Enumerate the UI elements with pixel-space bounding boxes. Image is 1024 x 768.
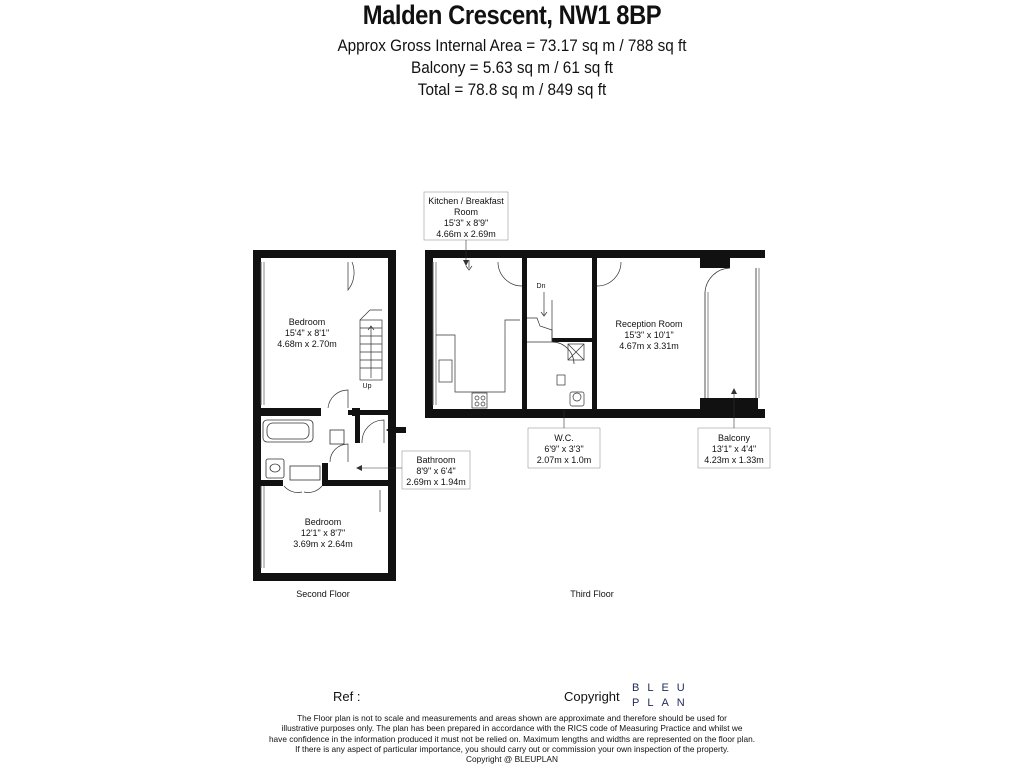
wall: [348, 410, 392, 415]
kitchen-metric: 4.66m x 2.69m: [436, 229, 496, 239]
bedroom-2-name: Bedroom: [304, 517, 342, 527]
callout-arrow-icon: [731, 388, 737, 394]
wall: [253, 250, 396, 258]
wall: [592, 258, 597, 410]
staircase-down: [527, 292, 552, 342]
wall: [700, 398, 758, 409]
kitchen-imperial: 15'3" x 8'9": [443, 218, 489, 228]
third-floor-label: Third Floor: [570, 589, 614, 599]
reception-imperial: 15'3" x 10'1": [624, 330, 674, 340]
wall: [552, 338, 592, 342]
kitchen-name-2: Room: [453, 207, 479, 217]
wall: [253, 408, 321, 416]
disclaimer-copyright: Copyright @ BLEUPLAN: [466, 754, 558, 765]
page-title: Malden Crescent, NW1 8BP: [362, 0, 662, 30]
wc-name: W.C.: [554, 433, 574, 443]
door-swing: [498, 262, 730, 364]
bathroom-name: Bathroom: [416, 455, 456, 465]
wc-fixtures: [557, 344, 584, 406]
staircase-up: [360, 310, 382, 380]
second-floor-label: Second Floor: [296, 589, 350, 599]
balcony-area-text: Balcony = 5.63 sq m / 61 sq ft: [411, 58, 613, 77]
disclaimer-line: If there is any aspect of particular importance, you should carry out or commission your own inspection of the property.: [295, 743, 729, 754]
wall: [253, 573, 396, 581]
stairs-up-label: Up: [362, 383, 372, 390]
bedroom-1-metric: 4.68m x 2.70m: [277, 339, 337, 349]
balcony-imperial: 13'1" x 4'4": [711, 444, 757, 454]
reception-name: Reception Room: [615, 319, 683, 329]
wall: [388, 250, 396, 581]
wall: [328, 480, 388, 486]
balcony-name: Balcony: [717, 433, 751, 443]
wall: [355, 415, 360, 443]
second-floor-plan: [253, 250, 470, 599]
wc-metric: 2.07m x 1.0m: [536, 455, 592, 465]
disclaimer: [262, 713, 762, 764]
kitchen-units: [436, 260, 520, 408]
bathroom-imperial: 8'9" x 6'4": [416, 466, 456, 476]
bath-fixtures: [263, 420, 344, 480]
callout-arrow-icon: [463, 260, 469, 266]
logo-line-1: BLEU: [632, 682, 693, 694]
bathroom-metric: 2.69m x 1.94m: [406, 477, 466, 487]
wall: [522, 258, 527, 410]
reference-label: Ref :: [333, 689, 361, 704]
bedroom-2-metric: 3.69m x 2.64m: [293, 539, 353, 549]
bleuplan-logo: [632, 681, 692, 711]
wall: [425, 250, 433, 418]
stairs-down-label: Dn: [536, 283, 546, 290]
gross-area-text: Approx Gross Internal Area = 73.17 sq m / 788 sq ft: [337, 36, 687, 55]
bedroom-2-imperial: 12'1" x 8'7": [300, 528, 346, 538]
disclaimer-line: illustrative purposes only. The plan has been prepared in accordance with the RICS code of Measuring Practice and whilst we: [281, 723, 743, 734]
copyright-label: Copyright: [564, 689, 620, 704]
wall: [322, 463, 328, 486]
disclaimer-line: The Floor plan is not to scale and measurements and areas shown are approximate and therefore should be used for: [297, 713, 727, 723]
reception-metric: 4.67m x 3.31m: [619, 341, 679, 351]
bedroom-1-imperial: 15'4" x 8'1": [284, 328, 330, 338]
disclaimer-line: have confidence in the information produced it must not be relied on. Maximum lengths and widths are represented on the floor plan.: [268, 733, 756, 744]
balcony-metric: 4.23m x 1.33m: [704, 455, 764, 465]
kitchen-name-1: Kitchen / Breakfast: [428, 196, 504, 206]
bedroom-1-name: Bedroom: [288, 317, 326, 327]
wc-imperial: 6'9" x 3'3": [544, 444, 584, 454]
total-area-text: Total = 78.8 sq m / 849 sq ft: [417, 80, 607, 99]
wall: [425, 250, 765, 258]
wall: [425, 409, 765, 418]
wall: [253, 480, 283, 486]
logo-line-2: PLAN: [632, 697, 693, 709]
callout-arrow-icon: [356, 465, 362, 471]
wall: [700, 258, 730, 268]
third-floor-plan: [424, 192, 770, 599]
